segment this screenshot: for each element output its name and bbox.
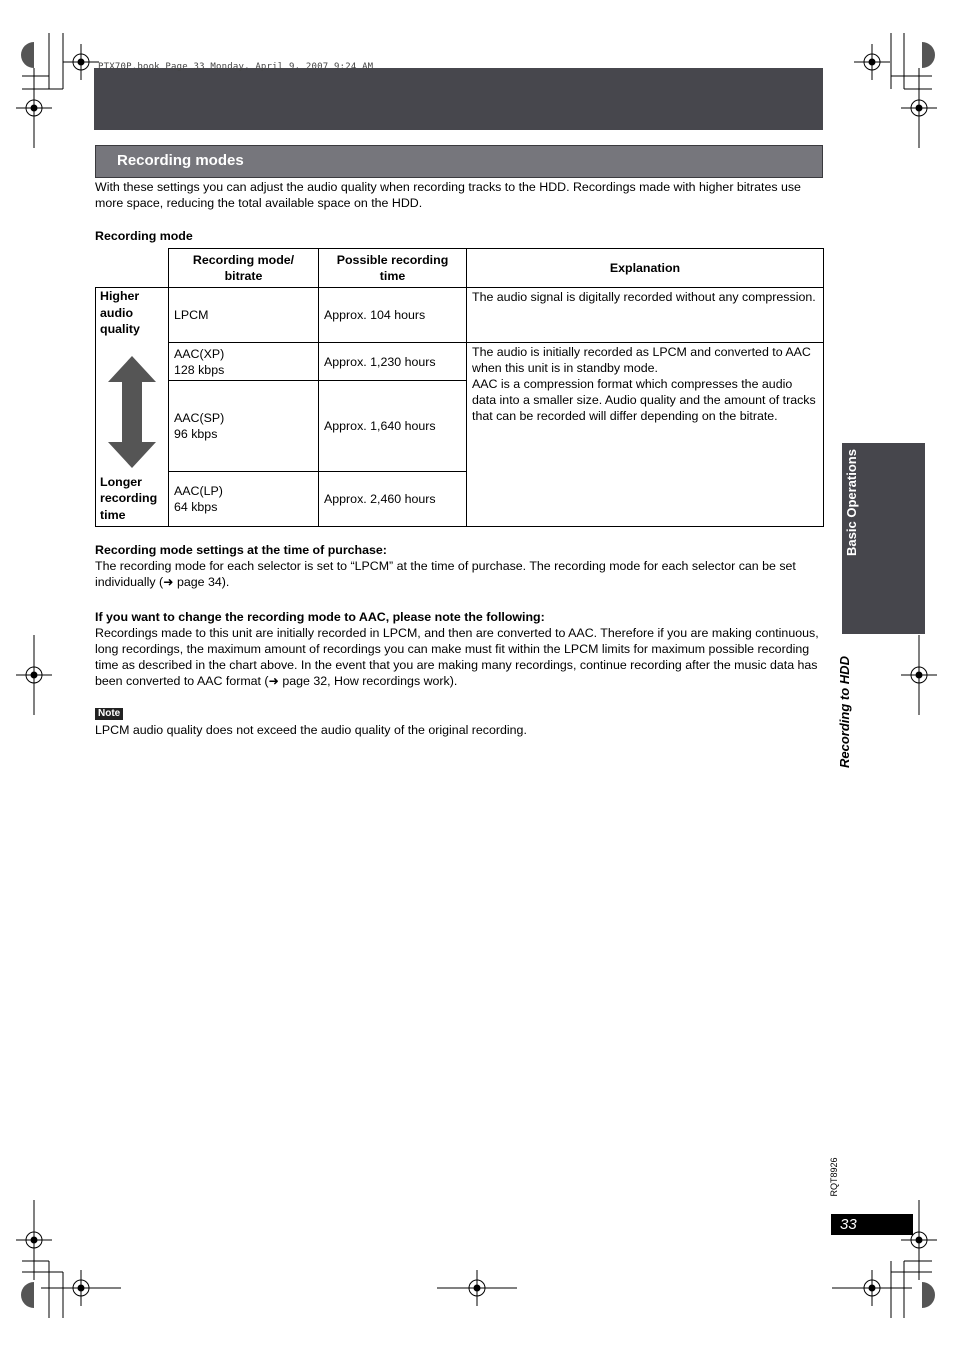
quality-scale — [96, 288, 169, 527]
section-bar — [95, 145, 823, 178]
note-badge: Note — [95, 708, 123, 720]
time-cell: Approx. 2,460 hours — [319, 472, 467, 527]
mode-cell: AAC(SP) 96 kbps — [169, 381, 319, 472]
header-mode: Recording mode/ bitrate — [169, 249, 319, 288]
header-explanation: Explanation — [467, 249, 824, 288]
mode-cell: AAC(XP) 128 kbps — [169, 343, 319, 381]
aac-heading: If you want to change the recording mode to AAC, please note the following: — [95, 610, 545, 624]
header-time: Possible recording time — [319, 249, 467, 288]
table-header-row — [96, 249, 824, 288]
table-corner — [96, 249, 169, 288]
print-header-info: PTX70P.book Page 33 Monday, April 9, 2007 9:24 AM — [98, 62, 374, 72]
note-text: LPCM audio quality does not exceed the audio quality of the original recording. — [95, 723, 527, 737]
recording-mode-heading: Recording mode — [95, 229, 193, 243]
intro-text: With these settings you can adjust the audio quality when recording tracks to the HDD. Recordings made with higher bitrates use more space, reducing the total available space on the HDD. — [95, 180, 801, 210]
explanation-aac: The audio is initially recorded as LPCM and converted to AAC when this unit is in standby mode. AAC is a compression format which compresses the audio data into a smaller size. Audio quality and the amount of tracks that can be recorded will differ depending on the bitrate. — [467, 343, 824, 527]
mode-cell: AAC(LP) 64 kbps — [169, 472, 319, 527]
side-section-label: Recording to HDD — [837, 656, 852, 768]
double-arrow-icon — [108, 356, 156, 468]
longer-time-label: Longer recording time — [100, 474, 158, 522]
purchase-text: The recording mode for each selector is set to “LPCM” at the time of purchase. The recording mode for each selector can be set individually (➜ page 34). — [95, 559, 796, 589]
purchase-heading: Recording mode settings at the time of purchase: — [95, 543, 387, 557]
time-cell: Approx. 104 hours — [319, 288, 467, 343]
higher-quality-label: Higher audio quality — [100, 289, 140, 336]
time-cell: Approx. 1,640 hours — [319, 381, 467, 472]
table-row — [96, 343, 824, 381]
recording-modes-table — [95, 248, 824, 527]
aac-text: Recordings made to this unit are initially recorded in LPCM, and then are converted to AAC. Therefore if you are making continuous, long recordings, the maximum amount of recordings you can make must fit within the LPCM limits for maximum possible recording time as described in the chart above. In the event that you are making many recordings, continue recording after the music data has been converted to AAC format (➜ page 32, How recordings work). — [95, 626, 819, 688]
side-tab — [842, 443, 925, 634]
side-tab-label: Basic Operations — [844, 449, 859, 556]
section-title: Recording modes — [117, 152, 244, 169]
top-band — [94, 68, 823, 130]
time-cell: Approx. 1,230 hours — [319, 343, 467, 381]
table-row — [96, 288, 824, 343]
doc-code: RQT8926 — [829, 1157, 839, 1197]
page-number: 33 — [831, 1214, 913, 1235]
mode-cell: LPCM — [169, 288, 319, 343]
explanation-lpcm: The audio signal is digitally recorded without any compression. — [467, 288, 824, 343]
